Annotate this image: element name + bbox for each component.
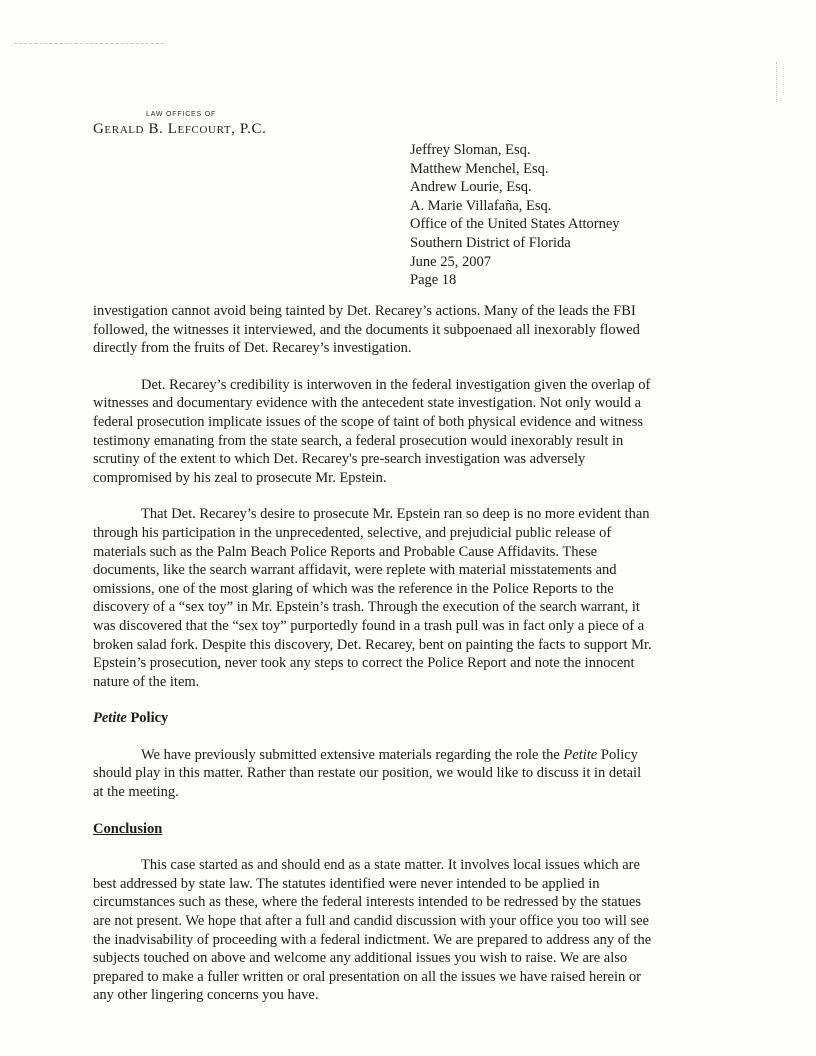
text-line: was discovered that the “sex toy” purportedly found in a trash pull was in fact only a piece of a <box>93 617 645 634</box>
section-heading-petite-policy <box>93 709 689 728</box>
text-line: testimony emanating from the state search, a federal prosecution would inexorably result in <box>93 432 624 449</box>
text-line: This case started as and should end as a state matter. It involves local issues which are <box>141 857 640 874</box>
text-line: circumstances such as these, where the federal interests intended to be redressed by the statues <box>93 894 641 911</box>
paragraph-1 <box>93 302 689 358</box>
text-line: nature of the item. <box>93 673 200 690</box>
recipient-line: Matthew Menchel, Esq. <box>410 160 549 177</box>
paragraph-4 <box>93 746 689 802</box>
text-line: witnesses and documentary evidence with the antecedent state investigation. Not only would a <box>93 395 642 412</box>
letter-date: June 25, 2007 <box>410 253 491 270</box>
recipient-block <box>410 141 620 290</box>
text-line: followed, the witnesses it interviewed, and the documents it subpoenaed all inexorably flowed <box>93 321 640 338</box>
text-line: any other lingering concerns you have. <box>93 987 319 1004</box>
text-line: compromised by his zeal to prosecute Mr. Epstein. <box>93 469 387 486</box>
text-line: Epstein’s prosecution, never took any steps to correct the Police Report and note the innocent <box>93 655 635 672</box>
text-line: are not present. We hope that after a full and candid discussion with your office you too will see <box>93 913 649 930</box>
paragraph-2 <box>93 376 689 488</box>
page-number: Page 18 <box>410 272 457 289</box>
text-line: omissions, one of the most glaring of which was the reference in the Police Reports to the <box>93 580 614 597</box>
section-heading-conclusion: Conclusion <box>93 820 163 837</box>
recipient-line: Andrew Lourie, Esq. <box>410 179 532 196</box>
text-line: best addressed by state law. The statutes identified were never intended to be applied in <box>93 875 600 892</box>
text-line: Det. Recarey’s credibility is interwoven in the federal investigation given the overlap of <box>141 376 651 393</box>
text-line: investigation cannot avoid being tainted by Det. Recarey’s actions. Many of the leads the FBI <box>93 303 636 319</box>
recipient-line: Jeffrey Sloman, Esq. <box>410 142 531 158</box>
paragraph-3 <box>93 505 689 691</box>
letterhead-label: LAW OFFICES OF <box>146 111 217 118</box>
recipient-office: Office of the United States Attorney <box>410 216 620 233</box>
letterhead-firm-name: Gerald B. Lefcourt, P.C. <box>93 121 267 137</box>
text-line: broken salad fork. Despite this discovery, Det. Recarey, bent on painting the facts to support Mr. <box>93 636 652 653</box>
heading-italic: Petite <box>93 710 127 727</box>
text-line: at the meeting. <box>93 784 179 801</box>
paragraph-5 <box>93 856 689 1005</box>
text-line: should play in this matter. Rather than restate our position, we would like to discuss it in detail <box>93 765 642 782</box>
text-line: scrutiny of the extent to which Det. Recarey's pre-search investigation was adversely <box>93 451 586 468</box>
text-line: subjects touched on above and welcome any additional issues you wish to raise. We are also <box>93 950 628 967</box>
text-line: prepared to make a fuller written or oral presentation on all the issues we have raised herein or <box>93 968 641 985</box>
text-line: documents, like the search warrant affidavit, were replete with material misstatements and <box>93 562 617 579</box>
text-line: We have previously submitted extensive materials regarding the role the Petite Policy <box>141 746 638 763</box>
text-line: federal prosecution implicate issues of the scope of taint of both physical evidence and witness <box>93 413 644 430</box>
heading-rest: Policy <box>126 710 169 727</box>
scan-artifact-top <box>14 43 164 45</box>
text-line: discovery of a “sex toy” in Mr. Epstein’s trash. Through the execution of the search warrant, it <box>93 599 640 616</box>
recipient-line: A. Marie Villafaña, Esq. <box>410 197 552 214</box>
text-line: That Det. Recarey’s desire to prosecute Mr. Epstein ran so deep is no more evident than <box>141 506 650 523</box>
letter-body <box>93 302 689 1005</box>
text-line: the inadvisability of proceeding with a federal indictment. We are prepared to address any of the <box>93 931 652 948</box>
recipient-district: Southern District of Florida <box>410 234 571 251</box>
text-line: through his participation in the unprecedented, selective, and prejudicial public release of <box>93 524 612 541</box>
text-line: materials such as the Palm Beach Police Reports and Probable Cause Affidavits. These <box>93 543 598 560</box>
scan-artifact-right <box>776 62 778 102</box>
text-line: directly from the fruits of Det. Recarey’s investigation. <box>93 340 412 357</box>
